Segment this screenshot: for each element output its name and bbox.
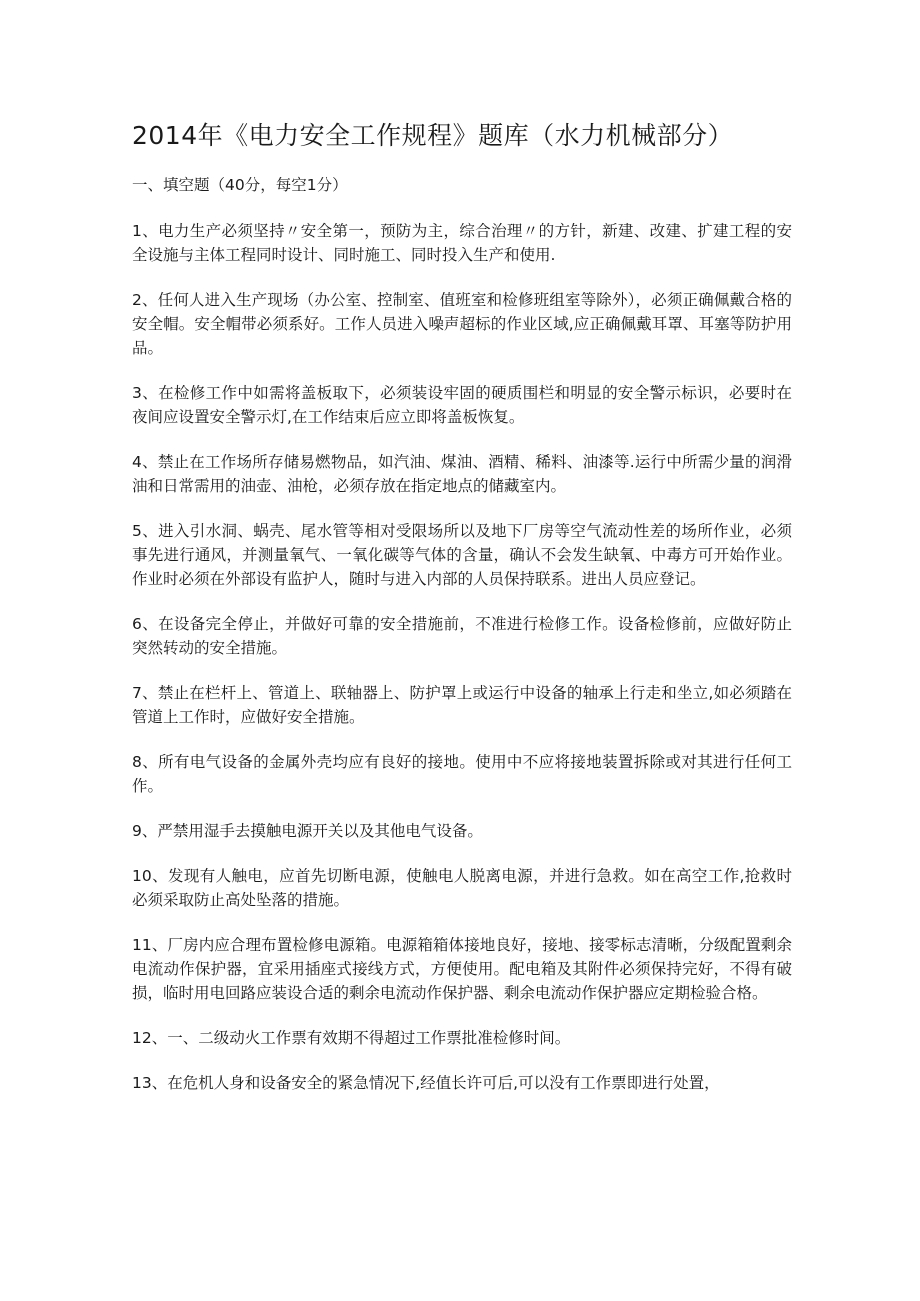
question-item-13: 13、在危机人身和设备安全的紧急情况下,经值长许可后,可以没有工作票即进行处置， (132, 1074, 720, 1092)
document-page (132, 118, 792, 1095)
question-item-11: 11、厂房内应合理布置检修电源箱。电源箱箱体接地良好，接地、接零标志清晰，分级配置剩余电流动作保护器，宜采用插座式接线方式，方便使用。配电箱及其附件必须保持完好，不得有破损，临时用电回路应装设合适的剩余电流动作保护器、剩余电流动作保护器应定期检验合格。 (132, 936, 792, 1002)
document-title: 2014年《电力安全工作规程》题库（水力机械部分） (132, 121, 734, 150)
question-item-4: 4、禁止在工作场所存储易燃物品，如汽油、煤油、酒精、稀料、油漆等.运行中所需少量的润滑油和日常需用的油壶、油枪，必须存放在指定地点的储藏室内。 (132, 453, 792, 495)
question-item-12: 12、一、二级动火工作票有效期不得超过工作票批准检修时间。 (132, 1029, 571, 1047)
question-item-2: 2、任何人进入生产现场（办公室、控制室、值班室和检修班组室等除外），必须正确佩戴合格的安全帽。安全帽带必须系好。工作人员进入噪声超标的作业区域,应正确佩戴耳罩、耳塞等防护用品。 (132, 291, 792, 357)
question-item-6: 6、在设备完全停止，并做好可靠的安全措施前，不准进行检修工作。设备检修前，应做好防止突然转动的安全措施。 (132, 615, 792, 657)
section-heading: 一、填空题（40分，每空1分） (132, 176, 348, 194)
question-item-5: 5、进入引水洞、蜗壳、尾水管等相对受限场所以及地下厂房等空气流动性差的场所作业，必须事先进行通风，并测量氧气、一氧化碳等气体的含量，确认不会发生缺氧、中毒方可开始作业。作业时必须在外部设有监护人，随时与进入内部的人员保持联系。进出人员应登记。 (132, 522, 792, 588)
question-item-7: 7、禁止在栏杆上、管道上、联轴器上、防护罩上或运行中设备的轴承上行走和坐立,如必须踏在管道上工作时，应做好安全措施。 (132, 684, 792, 726)
question-item-10: 10、发现有人触电，应首先切断电源，使触电人脱离电源，并进行急救。如在高空工作,抢救时必须采取防止高处坠落的措施。 (132, 867, 792, 909)
question-item-1: 1、电力生产必须坚持〃安全第一，预防为主，综合治理〃的方针，新建、改建、扩建工程的安全设施与主体工程同时设计、同时施工、同时投入生产和使用. (132, 222, 792, 264)
question-item-8: 8、所有电气设备的金属外壳均应有良好的接地。使用中不应将接地装置拆除或对其进行任何工作。 (132, 753, 792, 795)
question-item-3: 3、在检修工作中如需将盖板取下，必须装设牢固的硬质围栏和明显的安全警示标识，必要时在夜间应设置安全警示灯,在工作结束后应立即将盖板恢复。 (132, 384, 792, 426)
question-item-9: 9、严禁用湿手去摸触电源开关以及其他电气设备。 (132, 822, 483, 840)
